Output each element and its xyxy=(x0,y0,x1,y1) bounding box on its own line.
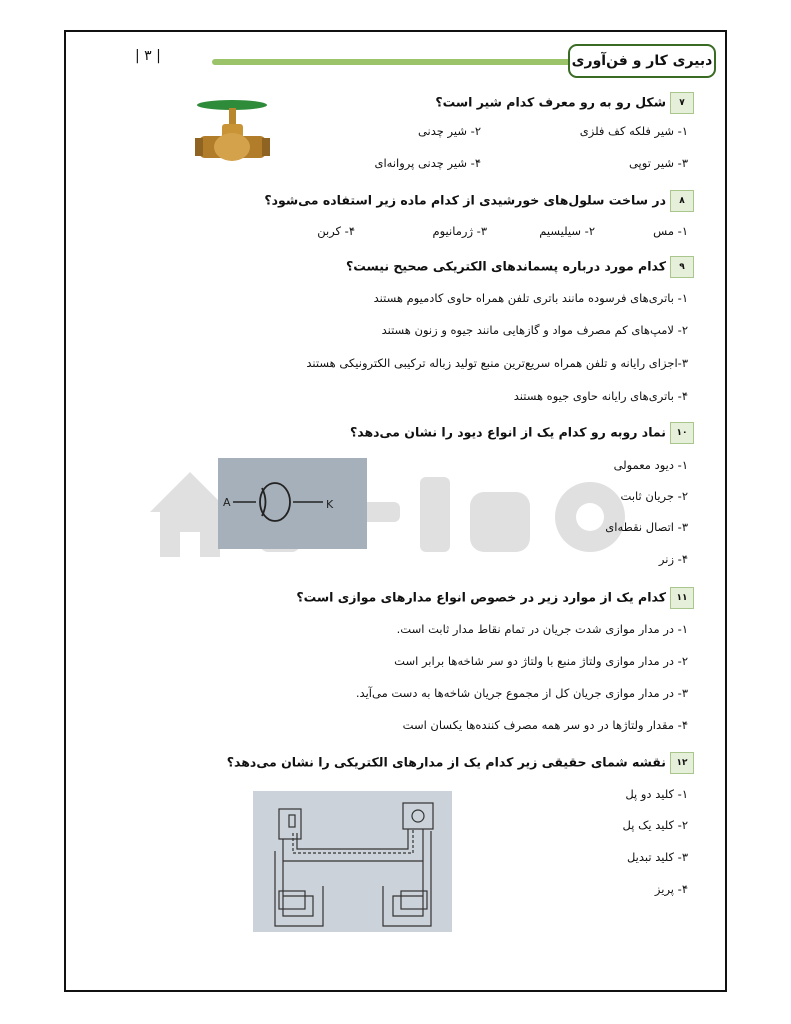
option-8-3: ۳- ژرمانیوم xyxy=(432,224,487,238)
question-11 xyxy=(296,587,694,609)
option-7-4: ۴- شیر چدنی پروانه‌ای xyxy=(374,156,481,170)
option-12-4: ۴- پریز xyxy=(654,882,688,896)
question-text: کدام مورد درباره پسماندهای الکتریکی صحیح نیست؟ xyxy=(346,258,666,274)
question-number: ۱۱ xyxy=(670,587,694,609)
option-12-3: ۳- کلید تبدیل xyxy=(626,850,688,864)
option-12-1: ۱- کلید دو پل xyxy=(625,787,688,801)
option-10-1: ۱- دیود معمولی xyxy=(613,458,688,472)
option-9-1: ۱- باتری‌های فرسوده مانند باتری تلفن همراه حاوی کادمیوم هستند xyxy=(373,291,688,305)
diode-label-anode: A xyxy=(223,496,231,509)
option-7-3: ۳- شیر توپی xyxy=(628,156,688,170)
option-11-1: ۱- در مدار موازی شدت جریان در تمام نقاط مدار ثابت است. xyxy=(396,622,688,636)
question-text: شکل رو به رو معرف کدام شیر است؟ xyxy=(435,94,666,110)
option-7-1: ۱- شیر فلکه کف فلزی xyxy=(579,124,688,138)
option-8-2: ۲- سیلیسیم xyxy=(539,224,595,238)
circuit-wiring-diagram xyxy=(253,791,452,932)
option-11-4: ۴- مقدار ولتاژها در دو سر همه مصرف کننده‌ها یکسان است xyxy=(402,718,688,732)
question-number: ۱۰ xyxy=(670,422,694,444)
header-rule xyxy=(212,59,574,65)
option-9-3: ۳-اجزای رایانه و تلفن همراه سریع‌ترین منبع تولید زباله ترکیبی الکترونیکی هستند xyxy=(306,356,688,370)
question-number: ۱۲ xyxy=(670,752,694,774)
option-10-4: ۴- زنر xyxy=(658,552,688,566)
question-10 xyxy=(350,422,694,444)
option-9-4: ۴- باتری‌های رایانه حاوی جیوه هستند xyxy=(513,389,688,403)
page-number: | ۳ | xyxy=(135,48,161,64)
question-number: ۷ xyxy=(670,92,694,114)
question-9 xyxy=(346,256,694,278)
page-title: دبیری کار و فن‌آوری xyxy=(568,44,716,78)
option-10-3: ۳- اتصال نقطه‌ای xyxy=(605,520,688,534)
option-10-2: ۲- جریان ثابت xyxy=(620,489,688,503)
question-number: ۸ xyxy=(670,190,694,212)
question-text: کدام یک از موارد زیر در خصوص انواع مدارهای موازی است؟ xyxy=(296,589,666,605)
option-8-4: ۴- کربن xyxy=(317,224,355,238)
question-number: ۹ xyxy=(670,256,694,278)
question-12 xyxy=(227,752,694,774)
option-12-2: ۲- کلید یک پل xyxy=(622,818,688,832)
diode-symbol-image xyxy=(218,458,367,549)
question-text: نقشه شمای حقیقی زیر کدام یک از مدارهای الکتریکی را نشان می‌دهد؟ xyxy=(226,754,666,770)
option-9-2: ۲- لامپ‌های کم مصرف مواد و گازهایی مانند جیوه و زنون هستند xyxy=(381,323,688,337)
option-11-3: ۳- در مدار موازی جریان کل از مجموع جریان شاخه‌ها به دست می‌آید. xyxy=(355,686,688,700)
question-text: در ساخت سلول‌های خورشیدی از کدام ماده زیر استفاده می‌شود؟ xyxy=(264,192,666,208)
question-8 xyxy=(264,190,694,212)
question-7 xyxy=(435,92,694,114)
option-8-1: ۱- مس xyxy=(653,224,688,238)
diode-label-cathode: K xyxy=(326,498,334,511)
question-text: نماد روبه رو کدام یک از انواع دیود را نشان می‌دهد؟ xyxy=(349,424,666,440)
valve-image xyxy=(195,98,270,170)
option-11-2: ۲- در مدار موازی ولتاژ منبع با ولتاژ دو سر شاخه‌ها برابر است xyxy=(394,654,688,668)
option-7-2: ۲- شیر چدنی xyxy=(417,124,481,138)
